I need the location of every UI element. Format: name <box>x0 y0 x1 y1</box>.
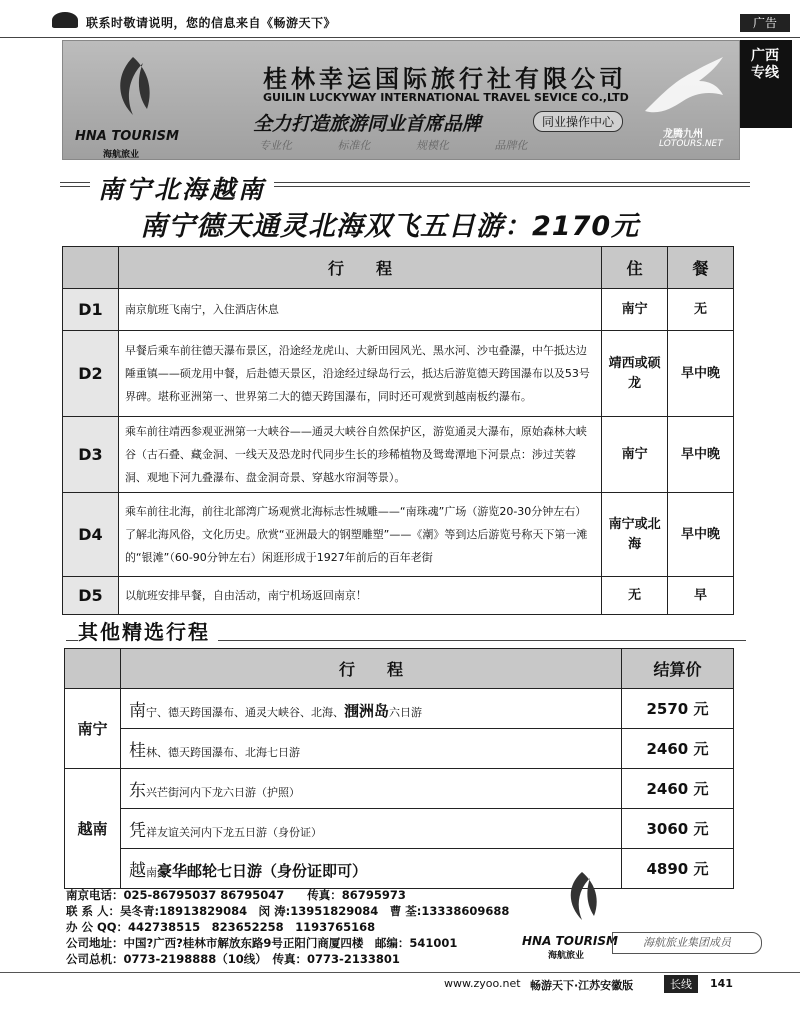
day-row <box>63 331 734 417</box>
website-link[interactable]: www.zyoo.net <box>444 977 521 990</box>
day-label: D3 <box>63 417 119 493</box>
day-stay: 无 <box>602 577 668 615</box>
tour-text: 祥友谊关河内下龙五日游（身份证） <box>146 826 322 839</box>
line-tag: 长线 <box>664 975 698 993</box>
region-label: 南宁 <box>65 689 121 769</box>
day-meal: 早 <box>668 577 734 615</box>
tour-text: 南 <box>146 866 157 879</box>
day-label: D5 <box>63 577 119 615</box>
itinerary-table <box>62 246 734 615</box>
tour-tail: 七日游（身份证即可） <box>217 862 368 880</box>
day-meal: 无 <box>668 289 734 331</box>
tour-row <box>65 809 734 849</box>
footer-bar <box>0 972 800 992</box>
ad-label: 广告 <box>740 14 790 32</box>
contact-line: 南京电话：025-86795037 86795047 传真：86795973 <box>66 888 406 902</box>
contact-line: 公司总机：0773-2198888（10线） 传真：0773-2133801 <box>66 952 400 966</box>
tour-price: 3060 元 <box>622 809 734 849</box>
day-row <box>63 577 734 615</box>
tour-text: 兴芒街河内下龙六日游（护照） <box>146 786 300 799</box>
tour-initial: 凭 <box>129 821 146 841</box>
footer-hna-sub: 海航旅业 <box>548 951 585 961</box>
day-label: D1 <box>63 289 119 331</box>
contact-line: 公司地址：中国?广西?桂林市解放东路9号正阳门商厦四楼 邮编：541001 <box>66 936 458 950</box>
header-route: 行 程 <box>121 649 622 689</box>
day-label: D2 <box>63 331 119 417</box>
day-description: 南京航班飞南宁，入住酒店休息 <box>118 289 601 331</box>
tour-highlight: 涠洲岛 <box>344 702 390 720</box>
tour-name <box>121 689 622 729</box>
tour-text: 林、德天跨国瀑布、北海七日游 <box>146 746 300 759</box>
day-label: D4 <box>63 493 119 577</box>
banner-tag: 品牌化 <box>494 139 528 152</box>
day-description: 早餐后乘车前往德天瀑布景区，沿途经龙虎山、大新田园风光、黑水河、沙屯叠瀑，中午抵达边陲重镇——硕龙用中餐，后赴德天景区，沿途经过绿岛行云，抵达后游览德天跨国瀑布以及53号界碑。堪称亚洲第一、世界第二大的德天跨国瀑布，同时还可观赏到越南板约瀑布。 <box>118 331 601 417</box>
banner-tags <box>259 137 570 153</box>
day-meal: 早中晚 <box>668 493 734 577</box>
hna-logo-sub: 海航旅业 <box>103 150 140 160</box>
tour-initial: 桂 <box>129 741 146 761</box>
day-stay: 南宁 <box>602 417 668 493</box>
itinerary-header-row <box>63 247 734 289</box>
header-empty <box>63 247 119 289</box>
company-name: 桂林幸运国际旅行社有限公司 <box>263 65 627 93</box>
member-badge: 海航旅业集团成员 <box>612 932 762 954</box>
banner-tag: 专业化 <box>259 139 292 152</box>
ops-center-badge: 同业操作中心 <box>533 111 623 132</box>
header-stay: 住 <box>602 247 668 289</box>
magazine-logo-icon <box>52 12 78 28</box>
tour-name <box>121 769 622 809</box>
header-price: 结算价 <box>622 649 734 689</box>
other-header-row <box>65 649 734 689</box>
top-bar <box>0 0 800 38</box>
company-name-en: GUILIN LUCKYWAY INTERNATIONAL TRAVEL SEVICE CO.,LTD <box>263 91 629 104</box>
banner-tag: 规模化 <box>416 139 449 152</box>
tour-initial: 南 <box>129 701 146 721</box>
lotours-en: LOTOURS.NET <box>659 139 723 149</box>
tour-initial: 东 <box>129 781 146 801</box>
magazine-name: 畅游天下·江苏安徽版 <box>530 979 634 992</box>
day-meal: 早中晚 <box>668 417 734 493</box>
dragon-logo-icon <box>635 51 727 121</box>
side-tab <box>738 40 792 128</box>
header-meal: 餐 <box>668 247 734 289</box>
other-tours-title: 其他精选行程 <box>78 616 218 645</box>
region-label: 越南 <box>65 769 121 889</box>
tour-row <box>65 849 734 889</box>
day-stay: 南宁或北海 <box>602 493 668 577</box>
hna-swirl-icon <box>552 870 612 930</box>
day-stay: 南宁 <box>602 289 668 331</box>
tour-name <box>121 809 622 849</box>
company-banner <box>62 40 740 160</box>
footer-hna-text: HNA TOURISM <box>522 934 618 948</box>
tour-row <box>65 769 734 809</box>
page-number: 141 <box>710 977 733 990</box>
day-description: 以航班安排早餐，自由活动，南宁机场返回南京！ <box>118 577 601 615</box>
contact-line: 办 公 QQ：442738515 823652258 1193765168 <box>66 920 376 934</box>
contact-line: 联 系 人：吴冬青:18913829084 闵 涛:13951829084 曹 荃:13338609688 <box>66 904 510 918</box>
tour-name <box>121 729 622 769</box>
hna-swirl-icon <box>103 55 163 129</box>
day-row <box>63 417 734 493</box>
slogan: 全力打造旅游同业首席品牌 <box>253 113 482 135</box>
tour-price: 2460 元 <box>622 769 734 809</box>
tour-row <box>65 689 734 729</box>
tour-initial: 越 <box>129 861 146 881</box>
tour-price: 2570 元 <box>622 689 734 729</box>
day-stay: 靖西或硕龙 <box>602 331 668 417</box>
hna-logo-text: HNA TOURISM <box>75 129 179 144</box>
day-meal: 早中晚 <box>668 331 734 417</box>
tour-name <box>121 849 622 889</box>
day-description: 乘车前往北海，前往北部湾广场观赏北海标志性城雕——“南珠魂”广场（游览20-30分钟左右）了解北海风俗，文化历史。欣赏“亚洲最大的钢塑雕塑”——《潮》等到达后游览号称天下第一滩的“银滩”（60-90分钟左右）闲逛形成于1927年前后的百年老街 <box>118 493 601 577</box>
route-title: 南宁北海越南 <box>90 170 274 206</box>
banner-tag: 标准化 <box>337 139 371 152</box>
lotours-cn: 龙腾九州 <box>663 129 703 140</box>
tour-price: 2460 元 <box>622 729 734 769</box>
tour-tail: 六日游 <box>389 706 423 719</box>
day-row <box>63 289 734 331</box>
header-empty <box>65 649 121 689</box>
tour-row <box>65 729 734 769</box>
tour-title: 南宁德天通灵北海双飞五日游：2170元 <box>140 211 640 242</box>
tour-text: 宁、德天跨国瀑布、通灵大峡谷、北海、 <box>146 706 344 719</box>
tour-highlight: 豪华邮轮 <box>157 862 218 880</box>
day-row <box>63 493 734 577</box>
header-route: 行 程 <box>118 247 601 289</box>
tour-price: 4890 元 <box>622 849 734 889</box>
source-note: 联系时敬请说明，您的信息来自《畅游天下》 <box>86 16 337 30</box>
other-tours-table <box>64 648 734 889</box>
day-description: 乘车前往靖西参观亚洲第一大峡谷——通灵大峡谷自然保护区，游览通灵大瀑布，原始森林大峡谷（古石叠、藏金洞、一线天及恐龙时代同步生长的珍稀植物及鸳鸯潭地下河景点：涉过芙蓉洞、观地下河九叠瀑布、盘金洞奇景、穿越水帘洞等景）。 <box>118 417 601 493</box>
side-tab-label: 广西 专线 <box>751 48 779 81</box>
contact-block <box>66 887 509 967</box>
